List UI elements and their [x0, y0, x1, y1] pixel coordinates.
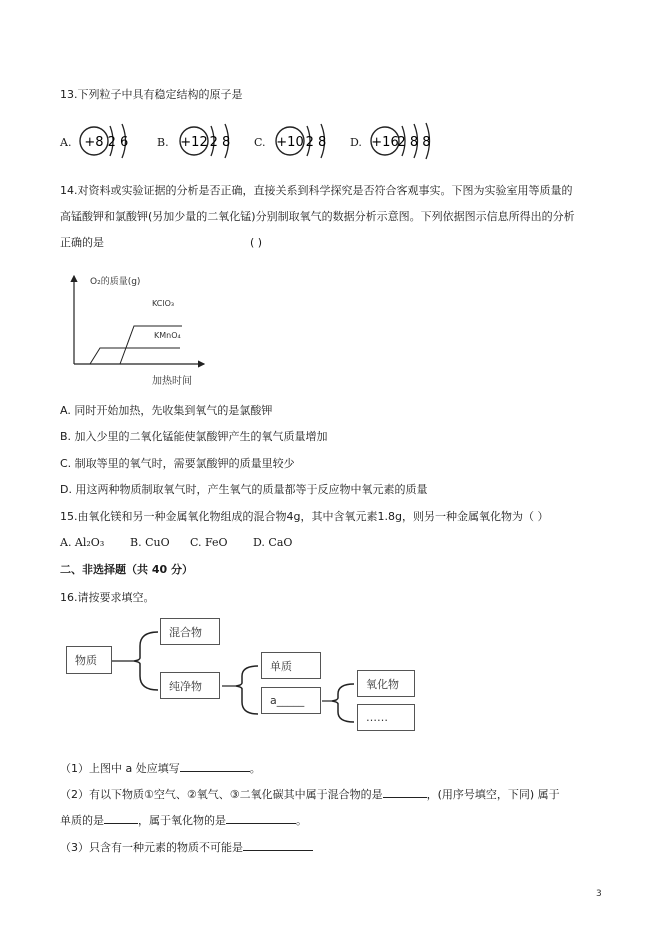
series-label-kclo3: KClO₃ — [152, 299, 175, 308]
box-element: 单质 — [261, 652, 321, 679]
q14-answer-bracket: ( ) — [250, 236, 263, 249]
brace-left — [134, 632, 158, 690]
answer-blank-element[interactable] — [104, 812, 138, 824]
electron-shells: 2 8 — [209, 135, 231, 150]
q14-option-b: B. 加入少里的二氧化锰能使氯酸钾产生的氧气质量增加 — [60, 430, 328, 443]
nucleus-charge: +8 — [84, 135, 104, 150]
electron-shells: 2 8 8 — [397, 135, 431, 150]
q16-part2: （2）有以下物质①空气、②氧气、③二氧化碳其中属于混合物的是 ，(用序号填空，下同) 属于 — [60, 788, 560, 801]
answer-blank-one-element[interactable] — [243, 839, 313, 851]
q14-option-d: D. 用这两种物质制取氧气时，产生氧气的质量都等于反应物中氧元素的质量 — [60, 483, 428, 496]
page-number: 3 — [596, 889, 602, 899]
q13-option-c-label: C. — [254, 136, 266, 149]
q16-part3: （3）只含有一种元素的物质不可能是 — [60, 839, 313, 855]
q13-option-b-label: B. — [157, 136, 169, 149]
box-mixture: 混合物 — [160, 618, 220, 645]
brace-middle — [236, 666, 258, 714]
q13-option-d-label: D. — [350, 136, 362, 149]
electron-shells: 2 6 — [107, 135, 129, 150]
oxygen-mass-chart — [62, 268, 212, 390]
atom-diagram-b — [176, 120, 246, 162]
q14-stem-line2: 高锰酸钾和氯酸钾(另加少量的二氧化锰)分别制取氧气的数据分析示意图。下列依据图示信息所得出的分析 — [60, 210, 575, 223]
q14-stem-line3: 正确的是 — [60, 236, 104, 249]
q14-stem-line1: 14.对资料或实验证据的分析是否正确，直接关系到科学探究是否符合客观事实。下图为实验室用等质量的 — [60, 184, 573, 197]
nucleus-charge: +16 — [371, 135, 399, 150]
q15-option-c: C. FeO — [190, 536, 228, 549]
q16-part2b: 单质的是 ，属于氧化物的是 。 — [60, 814, 307, 827]
box-substance: 物质 — [66, 646, 112, 674]
q14-option-a: A. 同时开始加热，先收集到氧气的是氯酸钾 — [60, 404, 273, 417]
section-title: 二、非选择题（共 40 分） — [60, 563, 193, 576]
x-axis-label: 加热时间 — [152, 376, 192, 387]
electron-shells: 2 8 — [305, 135, 327, 150]
diagram-braces — [110, 612, 370, 742]
brace-right — [332, 684, 354, 722]
q13-stem: 13.下列粒子中具有稳定结构的原子是 — [60, 88, 243, 101]
q16-stem: 16.请按要求填空。 — [60, 591, 155, 604]
series-label-kmno4: KMnO₄ — [154, 331, 181, 340]
box-a-blank: a_____ — [261, 687, 321, 714]
box-oxide: 氧化物 — [357, 670, 415, 697]
atom-diagram-c — [272, 120, 342, 162]
atom-diagram-d — [368, 120, 448, 162]
q14-option-c: C. 制取等里的氧气时，需要氯酸钾的质量里较少 — [60, 457, 295, 470]
q15-option-d: D. CaO — [253, 536, 293, 549]
q13-option-a-label: A. — [60, 136, 72, 149]
answer-blank-oxide[interactable] — [226, 812, 296, 824]
q15-option-a: A. Al₂O₃ — [60, 536, 105, 549]
series-line-kmno4 — [74, 348, 180, 364]
q15-stem: 15.由氧化镁和另一种金属氧化物组成的混合物4g，其中含氧元素1.8g，则另一种金属氧化物为（ ） — [60, 510, 549, 523]
q16-part1: （1）上图中 a 处应填写 。 — [60, 762, 261, 775]
answer-blank-mixture[interactable] — [383, 786, 427, 798]
nucleus-charge: +10 — [276, 135, 304, 150]
answer-blank-a[interactable] — [180, 760, 250, 772]
atom-diagram-a — [74, 120, 144, 162]
y-axis-label: O₂的质量(g) — [90, 277, 141, 287]
nucleus-charge: +12 — [180, 135, 208, 150]
box-pure-substance: 纯净物 — [160, 672, 220, 699]
box-more: …… — [357, 704, 415, 731]
q15-option-b: B. CuO — [130, 536, 170, 549]
